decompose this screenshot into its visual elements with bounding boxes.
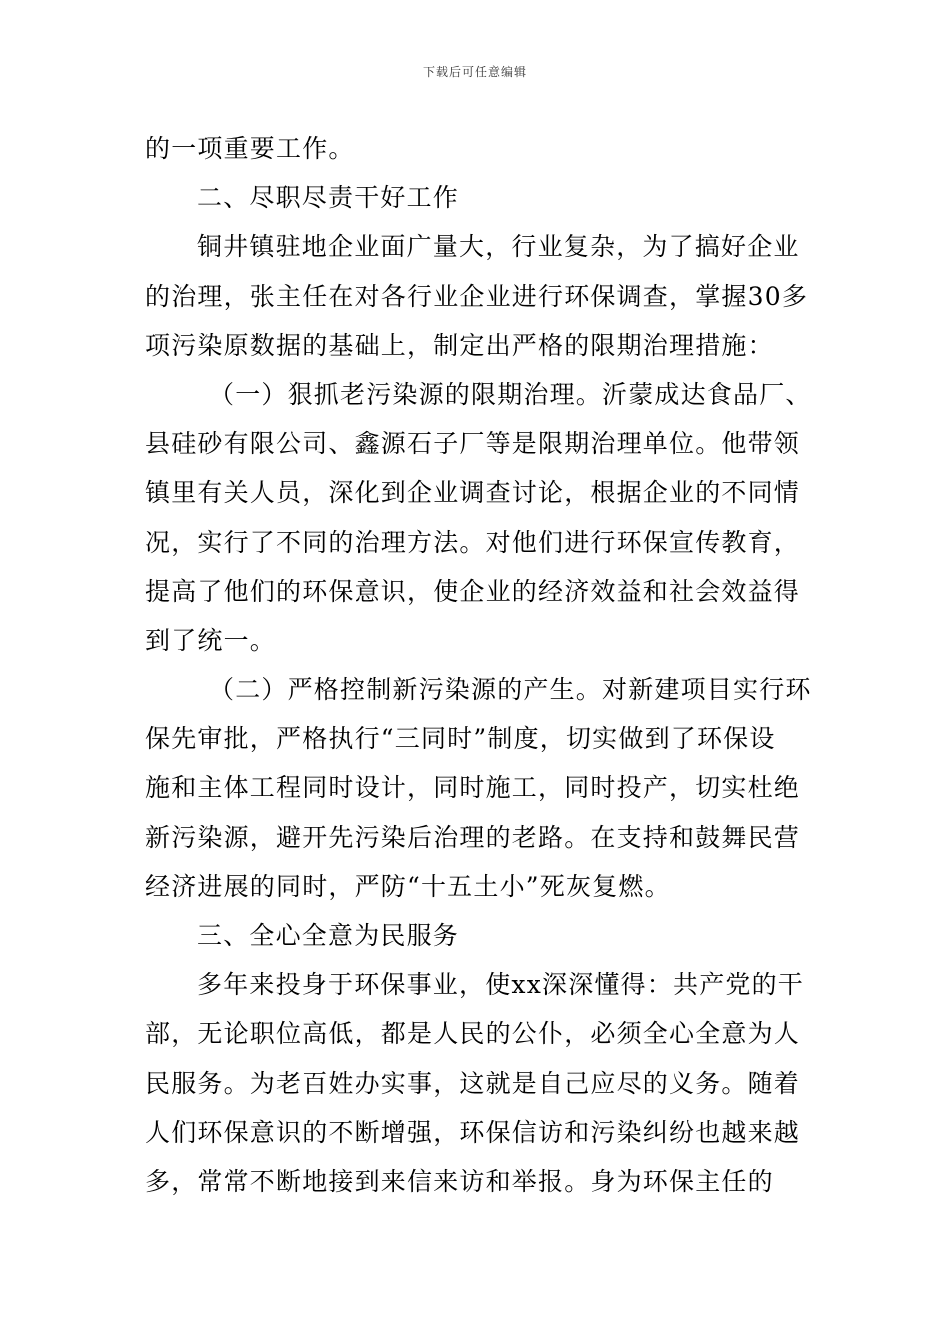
- subsection-line: （二）严格控制新污染源的产生。对新建项目实行环: [209, 675, 812, 705]
- text-line: 的治理，张主任在对各行业企业进行环保调查，掌握30多: [145, 281, 809, 311]
- text-line: 经济进展的同时，严防“十五土小”死灰复燃。: [145, 871, 671, 901]
- text-line: 部，无论职位高低，都是人民的公仆，必须全心全意为人: [145, 1019, 801, 1049]
- section-heading: 三、全心全意为民服务: [197, 921, 460, 950]
- text-line: 提高了他们的环保意识，使企业的经济效益和社会效益得: [145, 576, 801, 606]
- text-line: 保先审批，严格执行“三同时”制度，切实做到了环保设: [145, 724, 776, 754]
- section-heading: 二、尽职尽责干好工作: [197, 183, 460, 213]
- text-line: 民服务。为老百姓办实事，这就是自己应尽的义务。随着: [145, 1068, 801, 1098]
- subsection-line: （一）狠抓老污染源的限期治理。沂蒙成达食品厂、: [209, 379, 812, 409]
- document-body: [145, 124, 810, 1206]
- text-line: 县硅砂有限公司、鑫源石子厂等是限期治理单位。他带领: [145, 429, 801, 459]
- text-line: 施和主体工程同时设计，同时施工，同时投产，切实杜绝: [145, 773, 801, 803]
- text-line: 新污染源，避开先污染后治理的老路。在支持和鼓舞民营: [145, 822, 801, 852]
- text-line: 到了统一。: [145, 625, 277, 655]
- text-line: 镇里有关人员，深化到企业调查讨论，根据企业的不同情: [145, 478, 801, 508]
- text-line: 项污染原数据的基础上，制定出严格的限期治理措施：: [145, 330, 774, 360]
- header-note: 下载后可任意编辑: [422, 65, 527, 79]
- text-line: 多年来投身于环保事业，使xx深深懂得：共产党的干: [197, 970, 805, 1000]
- text-line: 人们环保意识的不断增强，环保信访和污染纠纷也越来越: [145, 1117, 801, 1147]
- text-line: 铜井镇驻地企业面广量大，行业复杂，为了搞好企业: [197, 232, 800, 262]
- text-line: 多，常常不断地接到来信来访和举报。身为环保主任的: [145, 1166, 774, 1196]
- text-line: 的一项重要工作。: [145, 134, 355, 163]
- text-line: 况，实行了不同的治理方法。对他们进行环保宣传教育，: [145, 527, 801, 557]
